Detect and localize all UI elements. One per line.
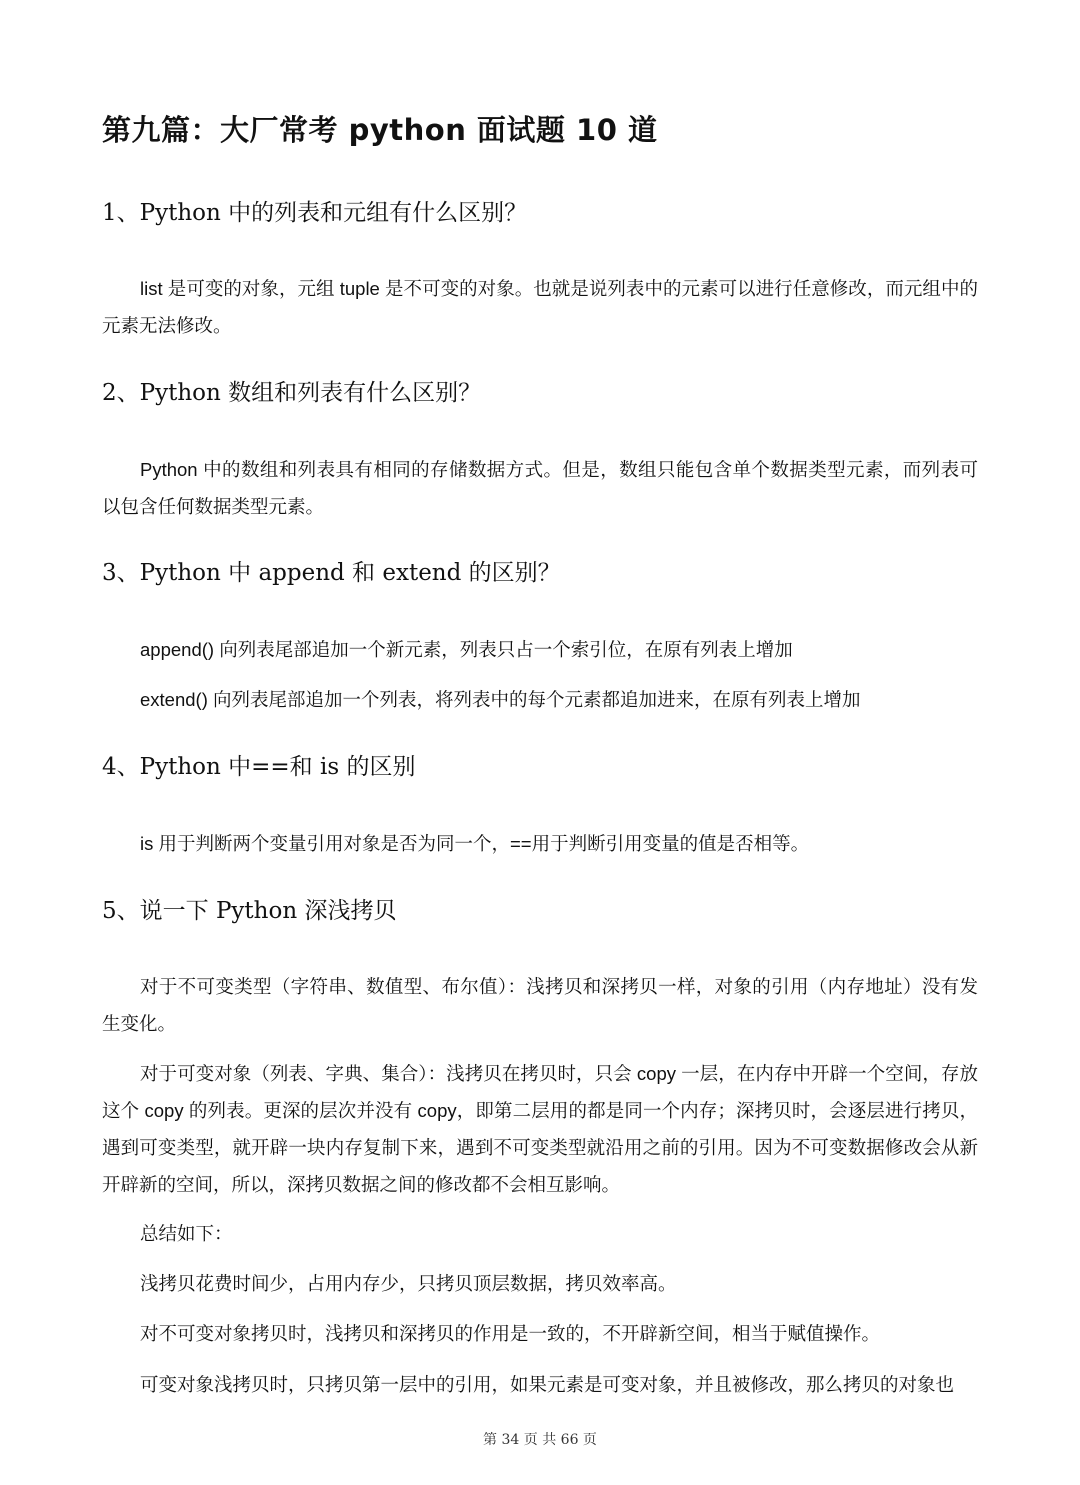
answer-paragraph: 可变对象浅拷贝时，只拷贝第一层中的引用，如果元素是可变对象，并且被修改，那么拷贝的对象也 [140,1374,955,1395]
answer-paragraph: 浅拷贝花费时间少，占用内存少，只拷贝顶层数据，拷贝效率高。 [140,1273,677,1294]
answer-paragraph: 对不可变对象拷贝时，浅拷贝和深拷贝的作用是一致的，不开辟新空间，相当于赋值操作。 [140,1323,881,1344]
page-title: 第九篇：大厂常考 python 面试题 10 道 [102,113,658,147]
answer-paragraph: extend() 向列表尾部追加一个列表，将列表中的每个元素都追加进来，在原有列表上增加 [140,689,861,710]
question-heading-5: 5、说一下 Python 深浅拷贝 [102,898,397,924]
answer-paragraph: list 是可变的对象，元组 tuple 是不可变的对象。也就是说列表中的元素可以进行任意修改，而元组中的元素无法修改。 [102,278,978,336]
answer-paragraph: is 用于判断两个变量引用对象是否为同一个，==用于判断引用变量的值是否相等。 [140,833,810,854]
answer-paragraph: Python 中的数组和列表具有相同的存储数据方式。但是，数组只能包含单个数据类型元素，而列表可以包含任何数据类型元素。 [102,459,978,517]
page-number-footer: 第 34 页 共 66 页 [483,1432,597,1448]
answer-paragraph: append() 向列表尾部追加一个新元素，列表只占一个索引位，在原有列表上增加 [140,639,793,660]
question-heading-2: 2、Python 数组和列表有什么区别？ [102,380,482,406]
question-heading-3: 3、Python 中 append 和 extend 的区别？ [102,560,561,586]
question-heading-4: 4、Python 中==和 is 的区别 [102,754,416,780]
answer-paragraph: 对于不可变类型（字符串、数值型、布尔值）：浅拷贝和深拷贝一样，对象的引用（内存地址）没有发生变化。 [102,976,978,1034]
answer-paragraph: 总结如下： [140,1223,233,1244]
question-heading-1: 1、Python 中的列表和元组有什么区别？ [102,200,528,226]
answer-paragraph: 对于可变对象（列表、字典、集合）：浅拷贝在拷贝时，只会 copy 一层，在内存中开辟一个空间，存放这个 copy 的列表。更深的层次并没有 copy，即第二层用的都是同一个内存；深拷贝时，会逐层进行拷贝，遇到可变类型，就开辟一块内存复制下来，遇到不可变类型就沿用之前的引用。因为不可变数据修改会从新开辟新的空间，所以，深拷贝数据之间的修改都不会相互影响。 [102,1063,978,1195]
